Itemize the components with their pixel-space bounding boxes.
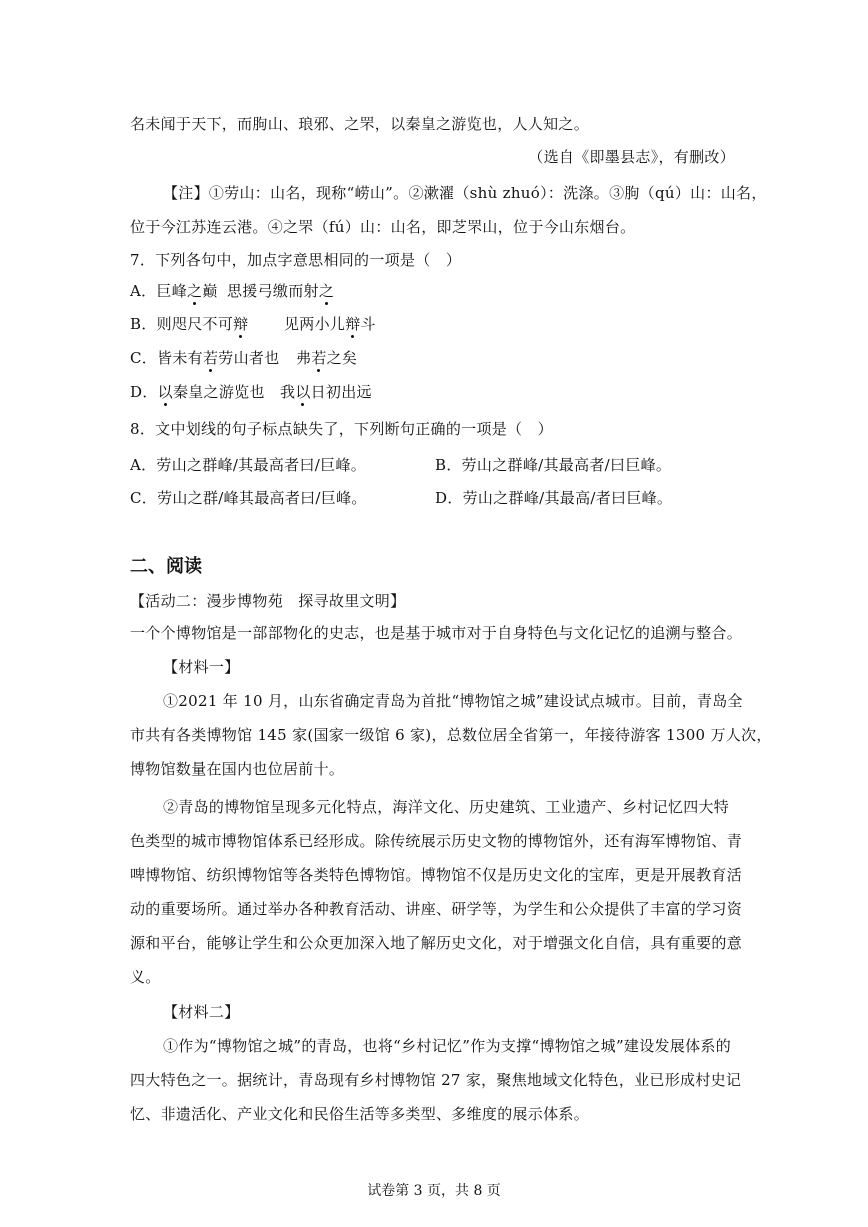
m1-p2-line-4: 动的重要场所。通过举办各种教育活动、讲座、研学等，为学生和公众提供了丰富的学习资 [130,900,743,918]
m1-p1-line-2: 市共有各类博物馆 145 家(国家一级馆 6 家)，总数位居全省第一，年接待游客 1300 万人次， [130,726,772,744]
q7-b-first-phrase: B．则咫尺不可辩 [130,315,249,333]
material-1-title: 【材料一】 [163,658,240,676]
m1-p1-line-1: ①2021 年 10 月，山东省确定青岛为首批“博物馆之城”建设试点城市。目前，青岛全 [163,692,743,710]
passage-source: （选自《即墨县志》，有删改） [528,148,735,166]
question-7-stem: 7．下列各句中，加点字意思相同的一项是（ ） [130,251,462,269]
emphasis-dot-char: 辩 [233,315,249,333]
section-2-title: 二、阅读 [130,556,202,577]
q8-option-c[interactable]: C．劳山之群/峰其最高者曰/巨峰。 [130,489,367,507]
q7-b-second-phrase: 见两小儿辩斗 [284,315,376,333]
emphasis-dot-char: 若 [202,349,219,367]
q7-a-first-phrase: A．巨峰之巅 [130,282,218,300]
passage-line-end: 名未闻于天下，而朐山、琅邪、之罘，以秦皇之游览也，人人知之。 [130,115,590,133]
section-2-intro: 一个个博物馆是一部部物化的史志，也是基于城市对于自身特色与文化记忆的追溯与整合。 [130,624,743,642]
note-line-1: 【注】①劳山：山名，现称“崂山”。②漱濯（shù zhuó）：洗涤。③朐（qú）山：山名， [163,184,767,202]
q8-option-d[interactable]: D．劳山之群峰/其最高/者曰巨峰。 [435,489,673,507]
q8-option-b[interactable]: B．劳山之群峰/其最高者/曰巨峰。 [435,456,672,474]
material-2-title: 【材料二】 [163,1003,240,1021]
m1-p2-line-6: 义。 [130,968,161,986]
m1-p2-line-2: 色类型的城市博物馆体系已经形成。除传统展示历史文物的博物馆外，还有海军博物馆、青 [130,832,743,850]
m2-p1-line-3: 忆、非遗活化、产业文化和民俗生活等多类型、多维度的展示体系。 [130,1105,590,1123]
q7-d-first-phrase: D．以秦皇之游览也 [130,383,265,401]
m2-p1-line-1: ①作为“博物馆之城”的青岛，也将“乡村记忆”作为支撑“博物馆之城”建设发展体系的 [163,1037,732,1055]
emphasis-dot-char: 之 [318,282,335,300]
page-footer: 试卷第 3 页，共 8 页 [367,1183,501,1199]
m2-p1-line-2: 四大特色之一。据统计，青岛现有乡村博物馆 27 家，聚焦地域文化特色，业已形成村史记 [130,1071,742,1089]
activity-title: 【活动二：漫步博物苑 探寻故里文明】 [130,592,406,610]
emphasis-dot-char: 以 [157,383,173,401]
q8-option-a[interactable]: A．劳山之群峰/其最高者曰/巨峰。 [130,456,367,474]
q7-d-second-phrase: 我以日初出远 [280,383,372,401]
q7-c-first-phrase: C．皆未有若劳山者也 [130,349,280,367]
question-8-stem: 8．文中划线的句子标点缺失了，下列断句正确的一项是（ ） [130,420,553,438]
emphasis-dot-char: 辩 [345,315,361,333]
q7-c-second-phrase: 弗若之矣 [296,349,358,367]
m1-p2-line-5: 源和平台，能够让学生和公众更加深入地了解历史文化，对于增强文化自信，具有重要的意 [130,934,743,952]
q7-a-second-phrase: 思援弓缴而射之 [227,282,335,300]
emphasis-dot-char: 以 [295,383,311,401]
emphasis-dot-char: 之 [187,282,203,300]
note-line-2: 位于今江苏连云港。④之罘（fú）山：山名，即芝罘山，位于今山东烟台。 [130,218,636,236]
m1-p2-line-1: ②青岛的博物馆呈现多元化特点，海洋文化、历史建筑、工业遗产、乡村记忆四大特 [163,798,730,816]
m1-p2-line-3: 啤博物馆、纺织博物馆等各类特色博物馆。博物馆不仅是历史文化的宝库，更是开展教育活 [130,866,743,884]
m1-p1-line-3: 博物馆数量在国内也位居前十。 [130,760,345,778]
emphasis-dot-char: 若 [311,349,327,367]
